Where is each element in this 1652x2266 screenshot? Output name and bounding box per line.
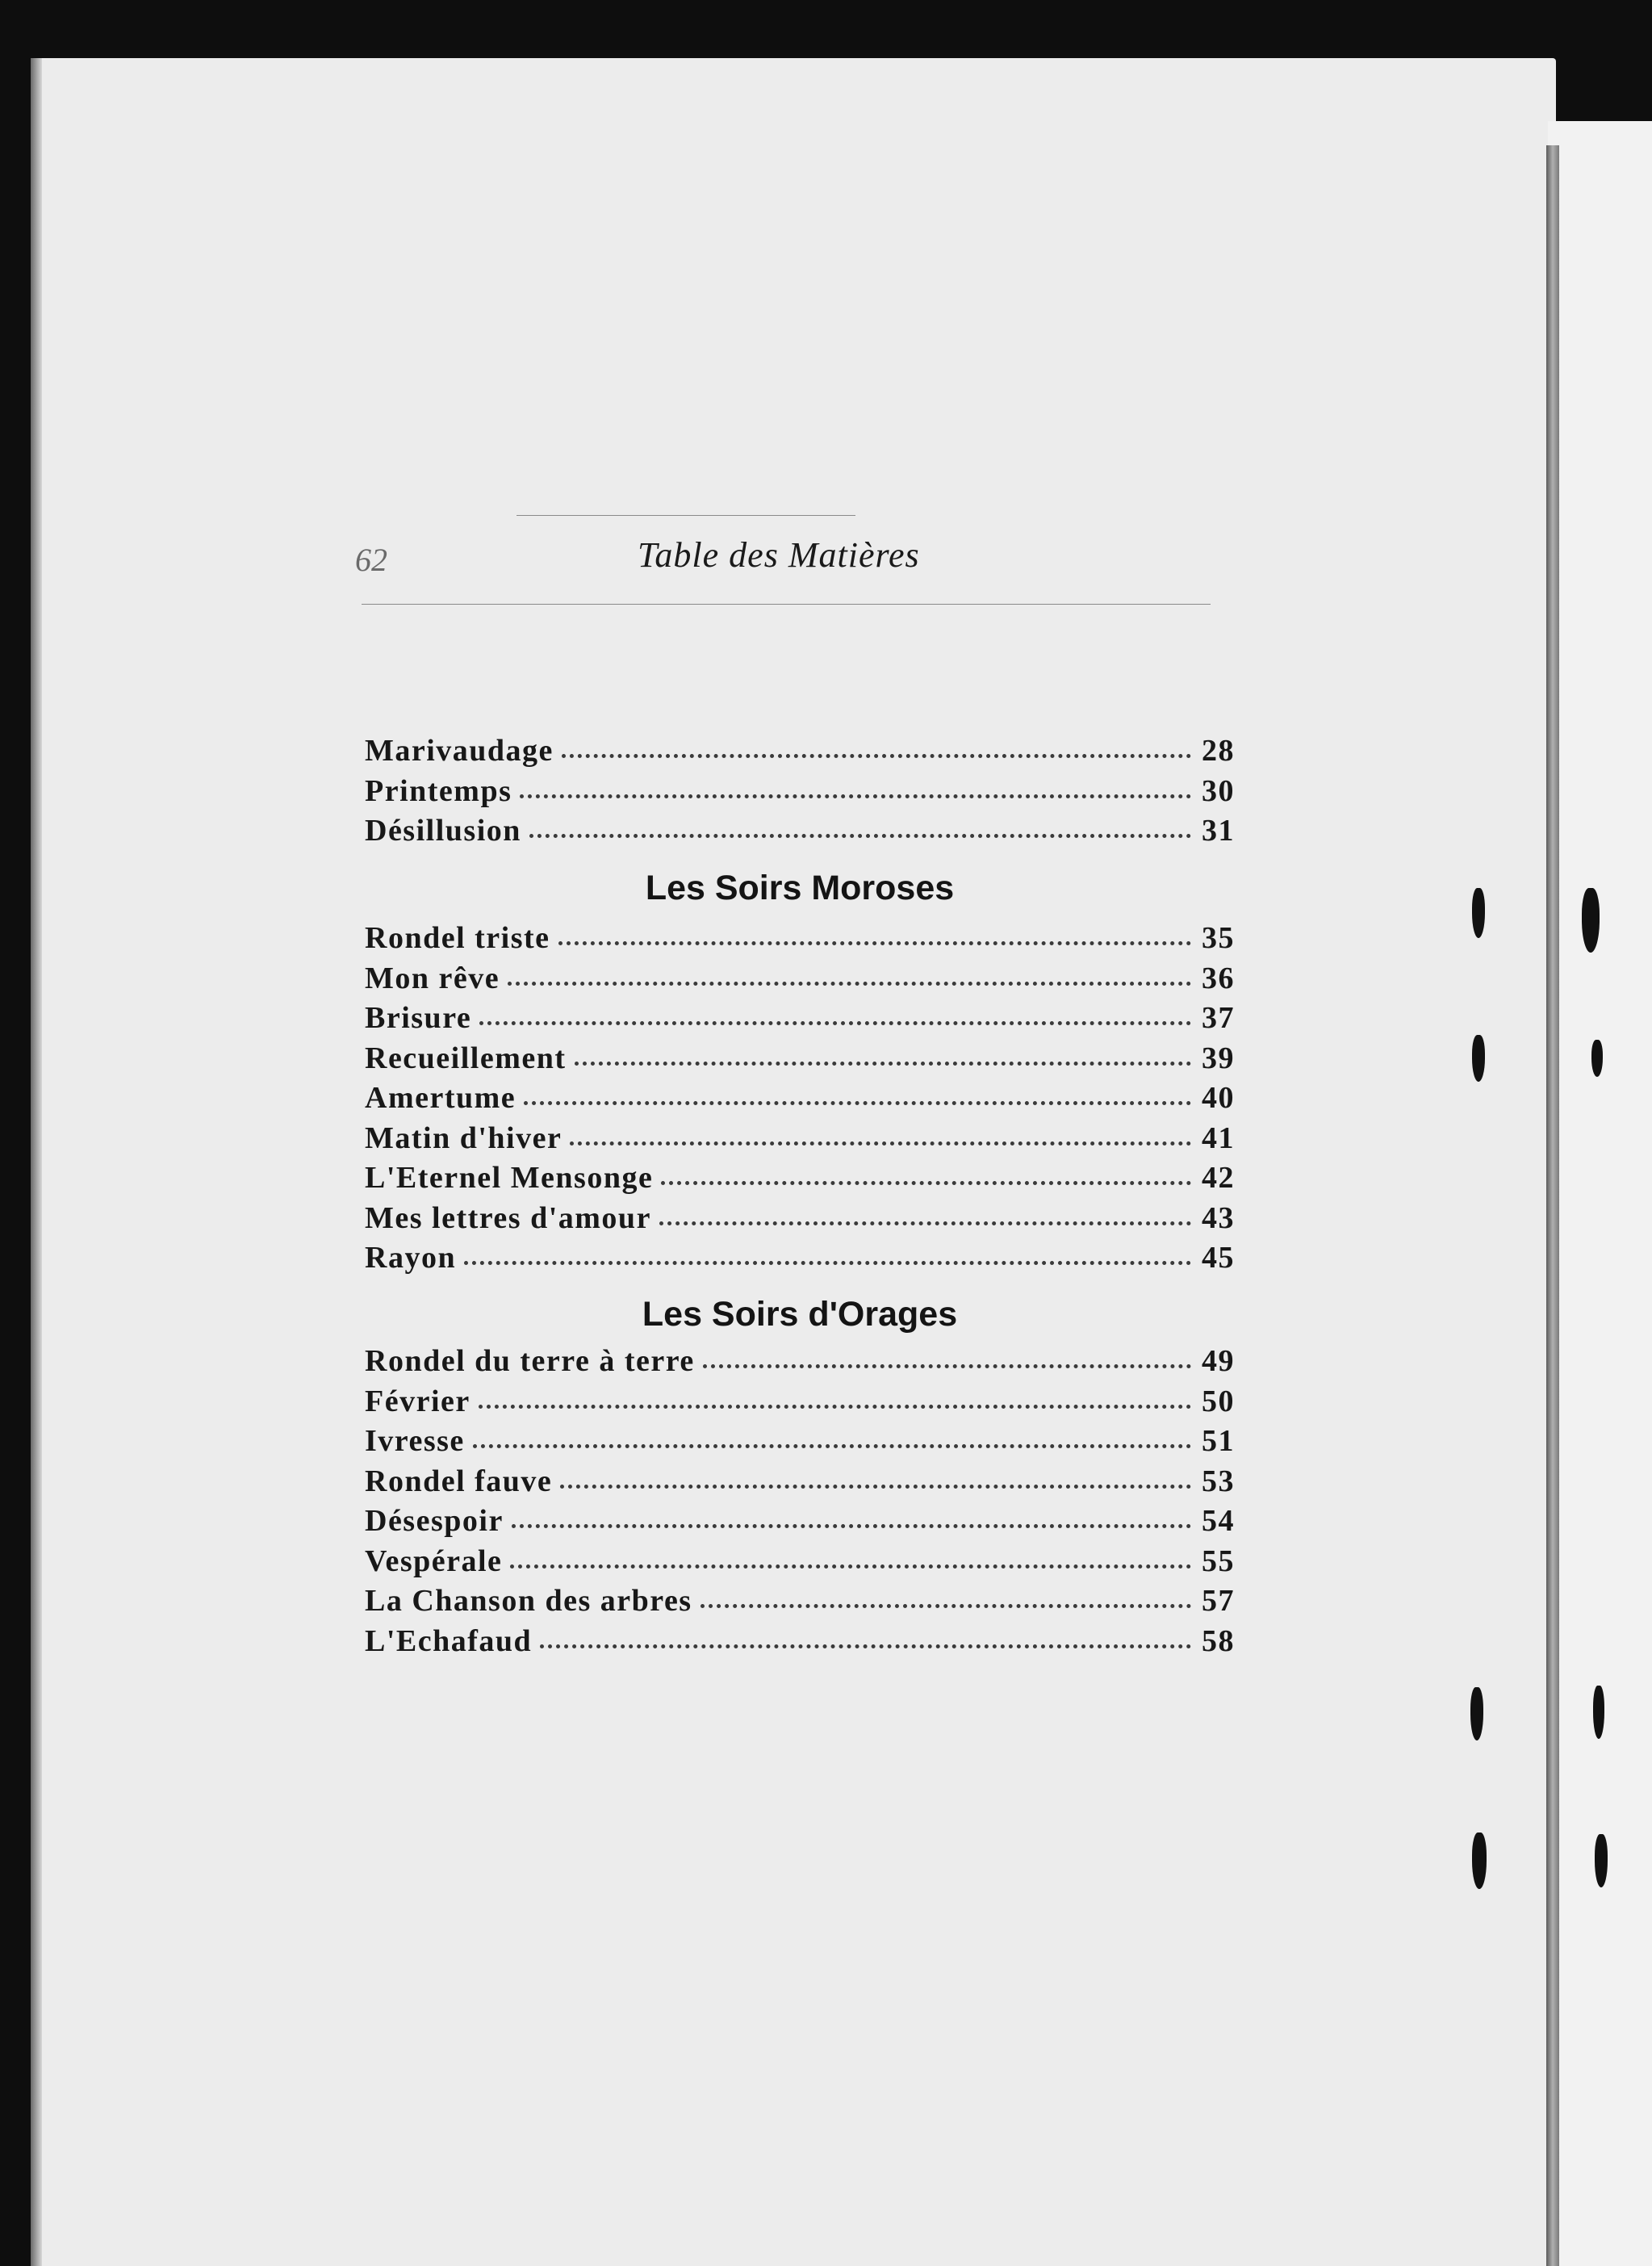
dot-leader (661, 1172, 1191, 1185)
entry-page: 50 (1202, 1384, 1235, 1418)
entry-title: Brisure (365, 1001, 472, 1035)
dot-leader (701, 1595, 1191, 1608)
toc-group-moroses (365, 920, 1235, 1280)
toc-entry (365, 1423, 1235, 1464)
dot-leader (659, 1212, 1191, 1225)
toc-entry (365, 1160, 1235, 1200)
dot-leader (570, 1132, 1191, 1145)
toc-entry (365, 1041, 1235, 1081)
dot-leader (575, 1052, 1191, 1065)
toc-entry (365, 773, 1235, 814)
binding-hole (1472, 888, 1485, 938)
toc-group-untitled (365, 733, 1235, 853)
entry-page: 53 (1202, 1464, 1235, 1498)
toc-entry (365, 1080, 1235, 1120)
entry-page: 43 (1202, 1200, 1235, 1235)
entry-title: L'Eternel Mensonge (365, 1161, 654, 1195)
dot-leader (512, 1515, 1191, 1528)
entry-title: Amertume (365, 1081, 517, 1115)
toc-entry (365, 1464, 1235, 1504)
entry-page: 28 (1202, 734, 1235, 768)
dot-leader (473, 1435, 1191, 1448)
binding-hole (1472, 1832, 1487, 1889)
entry-title: Printemps (365, 773, 512, 808)
entry-title: Vespérale (365, 1543, 503, 1578)
toc-entry (365, 733, 1235, 773)
entry-title: Rondel triste (365, 921, 550, 955)
entry-page: 45 (1202, 1241, 1235, 1275)
dot-leader (479, 1012, 1191, 1025)
running-title: Table des Matières (638, 535, 920, 575)
toc-entry (365, 1120, 1235, 1161)
entry-title: Désespoir (365, 1504, 504, 1538)
entry-title: Recueillement (365, 1041, 567, 1075)
entry-page: 42 (1202, 1161, 1235, 1195)
toc-entry (365, 1623, 1235, 1664)
section-heading: Les Soirs d'Orages (642, 1295, 958, 1334)
entry-page: 39 (1202, 1041, 1235, 1075)
entry-title: Rondel du terre à terre (365, 1344, 695, 1378)
dot-leader (560, 1475, 1191, 1488)
entry-page: 55 (1202, 1543, 1235, 1578)
toc-entry (365, 1343, 1235, 1384)
toc-entry (365, 1200, 1235, 1241)
toc-group-orages (365, 1343, 1235, 1663)
toc-entry (365, 1583, 1235, 1623)
entry-page: 36 (1202, 961, 1235, 995)
dot-leader (524, 1092, 1191, 1105)
entry-title: Matin d'hiver (365, 1120, 563, 1155)
toc-entry (365, 1503, 1235, 1543)
entry-page: 40 (1202, 1081, 1235, 1115)
entry-title: Mon rêve (365, 961, 500, 995)
header-top-rule (517, 515, 855, 516)
entry-title: L'Echafaud (365, 1623, 533, 1658)
dot-leader (558, 932, 1191, 945)
toc-entry (365, 1240, 1235, 1280)
entry-title: Marivaudage (365, 734, 554, 768)
binding-hole (1595, 1834, 1608, 1887)
page-number: 62 (355, 542, 387, 578)
entry-page: 35 (1202, 921, 1235, 955)
entry-page: 51 (1202, 1424, 1235, 1458)
toc-entry (365, 1543, 1235, 1584)
binding-hole (1470, 1687, 1483, 1740)
entry-page: 58 (1202, 1623, 1235, 1658)
entry-page: 31 (1202, 814, 1235, 848)
entry-page: 57 (1202, 1584, 1235, 1618)
header-bottom-rule (362, 604, 1211, 605)
toc-entry (365, 920, 1235, 961)
toc-entry (365, 1000, 1235, 1041)
entry-page: 49 (1202, 1344, 1235, 1378)
section-heading: Les Soirs Moroses (645, 869, 955, 907)
dot-leader (479, 1395, 1191, 1408)
page-edge-shadow (31, 58, 42, 2266)
dot-leader (703, 1355, 1191, 1368)
entry-title: Mes lettres d'amour (365, 1200, 651, 1235)
dot-leader (562, 745, 1191, 758)
entry-title: Désillusion (365, 814, 521, 848)
entry-page: 37 (1202, 1001, 1235, 1035)
toc-entry (365, 961, 1235, 1001)
toc-entry (365, 813, 1235, 853)
dot-leader (464, 1252, 1191, 1265)
entry-page: 54 (1202, 1504, 1235, 1538)
entry-title: Rondel fauve (365, 1464, 553, 1498)
entry-page: 41 (1202, 1120, 1235, 1155)
entry-title: La Chanson des arbres (365, 1584, 692, 1618)
dot-leader (508, 972, 1191, 985)
dot-leader (540, 1635, 1191, 1648)
dot-leader (510, 1555, 1191, 1568)
book-spine (1546, 145, 1559, 2266)
dot-leader (529, 825, 1191, 838)
binding-hole (1582, 888, 1600, 953)
facing-page-edge (1548, 121, 1652, 2266)
binding-hole (1472, 1035, 1485, 1082)
entry-title: Rayon (365, 1241, 457, 1275)
entry-title: Février (365, 1384, 471, 1418)
binding-hole (1593, 1686, 1604, 1739)
entry-page: 30 (1202, 773, 1235, 808)
entry-title: Ivresse (365, 1424, 465, 1458)
binding-hole (1591, 1040, 1603, 1077)
dot-leader (520, 785, 1191, 798)
toc-entry (365, 1384, 1235, 1424)
